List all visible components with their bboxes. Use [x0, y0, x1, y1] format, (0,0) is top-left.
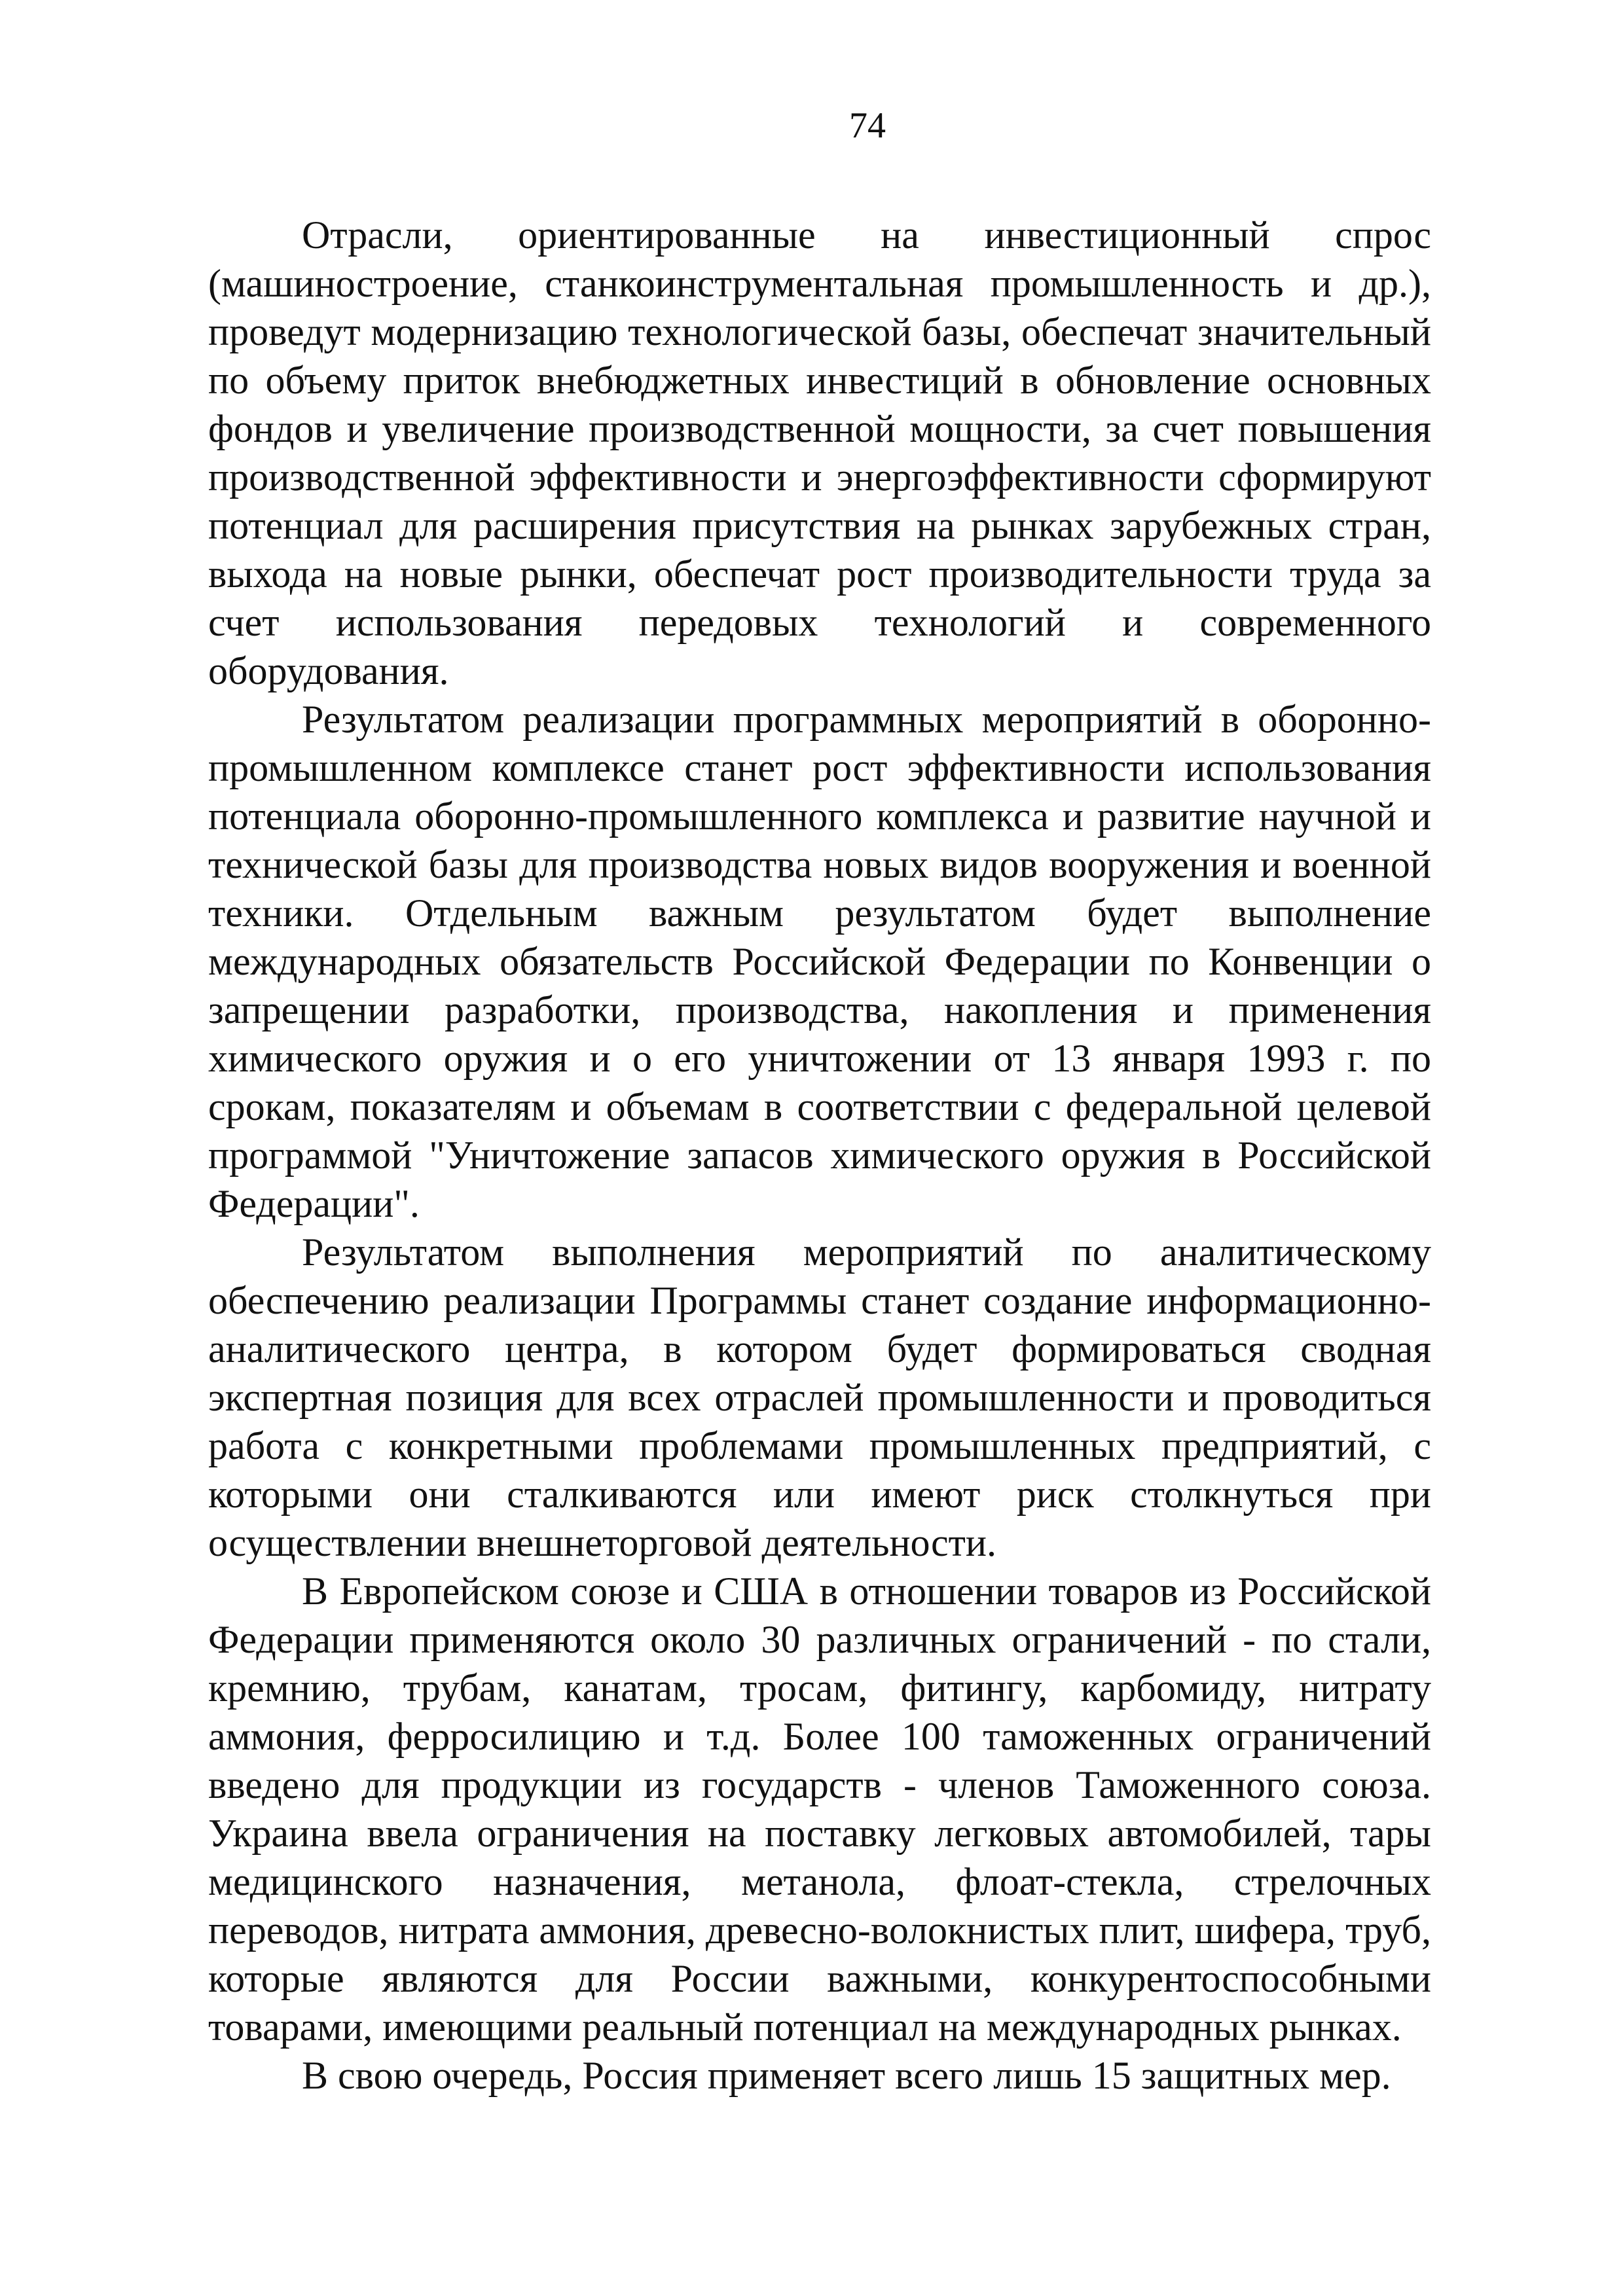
- paragraph-5: В свою очередь, Россия применяет всего лишь 15 защитных мер.: [302, 2054, 1391, 2097]
- paragraph-2: Результатом реализации программных мероприятий в оборонно-промышленном комплексе станет рост эффективности использования потенциала оборонно-промышленного комплекса и развитие научной и технической базы для производства новых видов вооружения и военной техники. Отдельным важным результатом будет выполнение международных обязательств Российской Федерации по Конвенции о запрещении разработки, производства, накопления и применения химического оружия и о его уничтожении от 13 января 1993 г. по срокам, показателям и объемам в соответствии с федеральной целевой программой "Уничтожение запасов химического оружия в Российской Федерации".: [208, 698, 1431, 1225]
- page-number: 74: [849, 105, 886, 146]
- paragraph-3: Результатом выполнения мероприятий по аналитическому обеспечению реализации Программы станет создание информационно-аналитического центра, в котором будет формироваться сводная экспертная позиция для всех отраслей промышленности и проводиться работа с конкретными проблемами промышленных предприятий, с которыми они сталкиваются или имеют риск столкнуться при осуществлении внешнеторговой деятельности.: [208, 1230, 1431, 1564]
- paragraph-1: Отрасли, ориентированные на инвестиционный спрос (машиностроение, станкоинструментальная промышленность и др.), проведут модернизацию технологической базы, обеспечат значительный по объему приток внебюджетных инвестиций в обновление основных фондов и увеличение производственной мощности, за счет повышения производственной эффективности и энергоэффективности сформируют потенциал для расширения присутствия на рынках зарубежных стран, выхода на новые рынки, обеспечат рост производительности труда за счет использования передовых технологий и современного оборудования.: [208, 213, 1431, 692]
- paragraph-4: В Европейском союзе и США в отношении товаров из Российской Федерации применяются около 30 различных ограничений - по стали, кремнию, трубам, канатам, тросам, фитингу, карбомиду, нитрату аммония, ферросилицию и т.д. Более 100 таможенных ограничений введено для продукции из государств - членов Таможенного союза. Украина ввела ограничения на поставку легковых автомобилей, тары медицинского назначения, метанола, флоат-стекла, стрелочных переводов, нитрата аммония, древесно-волокнистых плит, шифера, труб, которые являются для России важными, конкурентоспособными товарами, имеющими реальный потенциал на международных рынках.: [208, 1570, 1431, 2049]
- document-body: [208, 211, 1431, 2100]
